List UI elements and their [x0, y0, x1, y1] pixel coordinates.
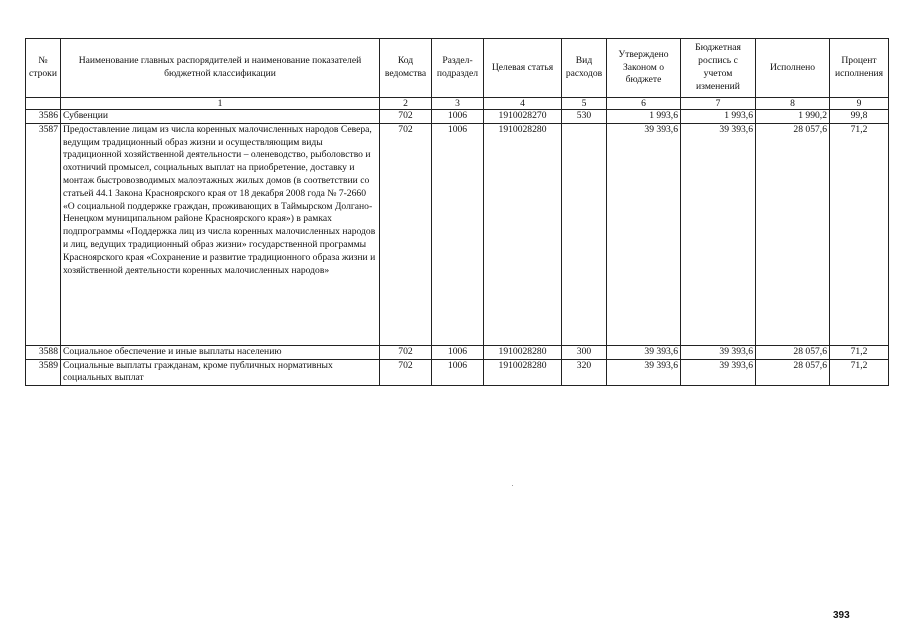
row-percent: 71,2	[830, 359, 889, 386]
table-row	[26, 110, 889, 124]
row-budget-schedule: 1 993,6	[681, 110, 756, 124]
column-number: 1	[61, 98, 380, 110]
row-section: 1006	[432, 359, 484, 386]
row-executed: 28 057,6	[756, 359, 830, 386]
row-expense-type: 320	[562, 359, 607, 386]
header-cell-target-article: Целевая статья	[484, 39, 562, 98]
row-section: 1006	[432, 345, 484, 359]
row-name: Субвенции	[61, 110, 380, 124]
row-approved: 39 393,6	[607, 123, 681, 345]
column-number: 8	[756, 98, 830, 110]
row-percent: 71,2	[830, 345, 889, 359]
table-row	[26, 359, 889, 386]
row-executed: 1 990,2	[756, 110, 830, 124]
row-department-code: 702	[380, 345, 432, 359]
row-percent: 99,8	[830, 110, 889, 124]
row-executed: 28 057,6	[756, 123, 830, 345]
row-expense-type: 300	[562, 345, 607, 359]
row-target-article: 1910028280	[484, 123, 562, 345]
row-approved: 39 393,6	[607, 359, 681, 386]
row-approved: 1 993,6	[607, 110, 681, 124]
page-number: 393	[833, 610, 850, 621]
row-number: 3588	[26, 345, 61, 359]
column-number: 3	[432, 98, 484, 110]
table-row	[26, 123, 889, 345]
row-expense-type: 530	[562, 110, 607, 124]
header-cell-percent: Процент исполнения	[830, 39, 889, 98]
row-target-article: 1910028270	[484, 110, 562, 124]
row-department-code: 702	[380, 110, 432, 124]
row-name: Социальное обеспечение и иные выплаты населению	[61, 345, 380, 359]
row-executed: 28 057,6	[756, 345, 830, 359]
row-budget-schedule: 39 393,6	[681, 345, 756, 359]
table-row	[26, 345, 889, 359]
row-expense-type	[562, 123, 607, 345]
row-target-article: 1910028280	[484, 359, 562, 386]
header-cell-row-number: № строки	[26, 39, 61, 98]
row-percent: 71,2	[830, 123, 889, 345]
column-number: 5	[562, 98, 607, 110]
row-department-code: 702	[380, 123, 432, 345]
column-number: 6	[607, 98, 681, 110]
row-section: 1006	[432, 123, 484, 345]
row-name: Социальные выплаты гражданам, кроме публичных нормативных социальных выплат	[61, 359, 380, 386]
scan-speck	[512, 485, 513, 486]
row-approved: 39 393,6	[607, 345, 681, 359]
header-cell-executed: Исполнено	[756, 39, 830, 98]
column-number: 4	[484, 98, 562, 110]
column-number: 2	[380, 98, 432, 110]
row-department-code: 702	[380, 359, 432, 386]
header-cell-section: Раздел-подраздел	[432, 39, 484, 98]
row-section: 1006	[432, 110, 484, 124]
header-cell-name: Наименование главных распорядителей и наименование показателей бюджетной классификации	[61, 39, 380, 98]
row-number: 3587	[26, 123, 61, 345]
header-row	[26, 39, 889, 98]
column-number-row	[26, 98, 889, 110]
column-number: 7	[681, 98, 756, 110]
column-number: 9	[830, 98, 889, 110]
row-target-article: 1910028280	[484, 345, 562, 359]
row-number: 3589	[26, 359, 61, 386]
column-number-empty	[26, 98, 61, 110]
row-budget-schedule: 39 393,6	[681, 123, 756, 345]
header-cell-approved: Утверждено Законом о бюджете	[607, 39, 681, 98]
row-name: Предоставление лицам из числа коренных малочисленных народов Севера, ведущим традиционный образ жизни и осуществляющим виды традиционной хозяйственной деятельности – оленеводство, рыболовство и охотничий промысел, социальных выплат на приобретение, доставку и монтаж быстровозводимых малоэтажных жилых домов (в соответствии со статьей 44.1 Закона Красноярского края от 18 декабря 2008 года № 7-2660 «О социальной поддержке граждан, проживающих в Таймырском Долгано-Ненецком муниципальном районе Красноярского края») в рамках подпрограммы «Поддержка лиц из числа коренных малочисленных народов и лиц, ведущих традиционный образ жизни» государственной программы Красноярского края «Сохранение и развитие традиционного образа жизни и хозяйственной деятельности коренных малочисленных народов»	[61, 123, 380, 345]
header-cell-budget-schedule: Бюджетная роспись с учетом изменений	[681, 39, 756, 98]
row-budget-schedule: 39 393,6	[681, 359, 756, 386]
row-number: 3586	[26, 110, 61, 124]
header-cell-department-code: Код ведомства	[380, 39, 432, 98]
header-cell-expense-type: Вид расходов	[562, 39, 607, 98]
budget-table	[25, 38, 889, 386]
